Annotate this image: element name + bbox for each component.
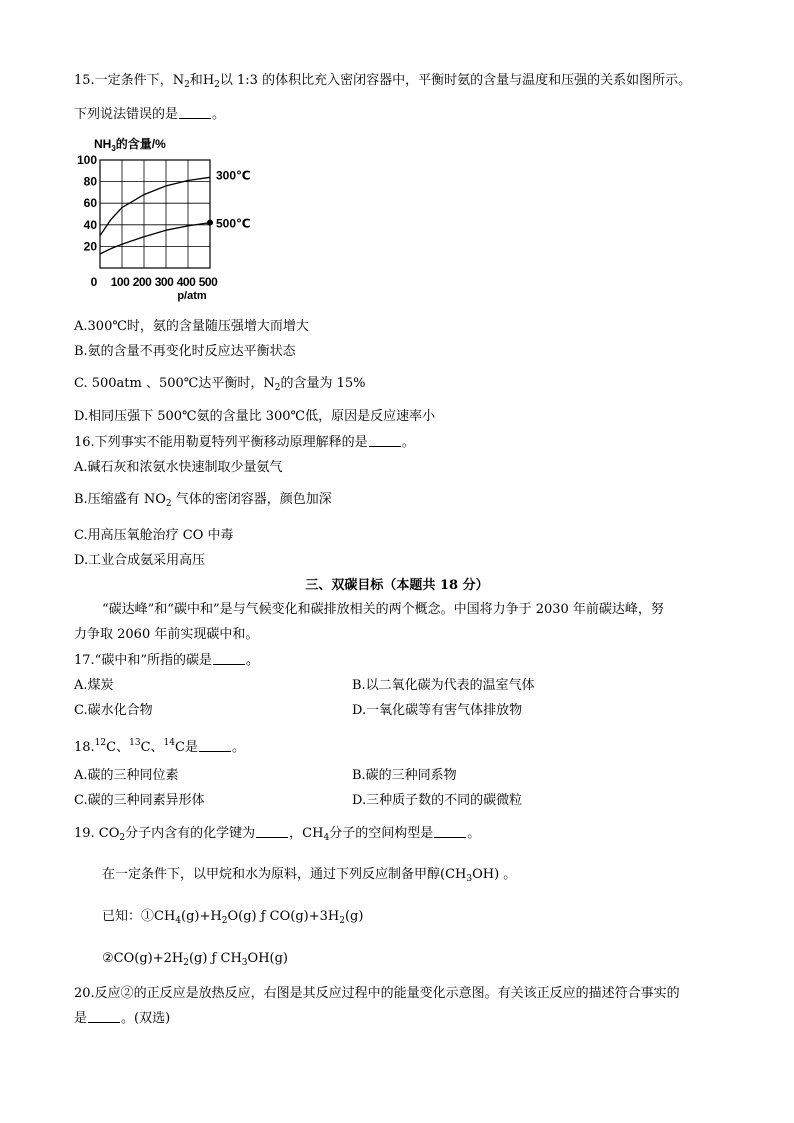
q16-option-a: A.碱石灰和浓氨水快速制取少量氨气 — [74, 460, 283, 475]
y-tick-label: 60 — [83, 196, 97, 211]
q15-option-b: B.氨的含量不再变化时反应达平衡状态 — [74, 344, 296, 359]
q17-option-c: C.碳水化合物 — [74, 703, 153, 718]
y-tick-label: 100 — [76, 153, 97, 167]
section-intro-line2: 力争取 2060 年前实现碳中和。 — [74, 627, 259, 642]
q17-stem: 17.“碳中和”所指的碳是 。 — [74, 653, 259, 668]
y-tick-label: 20 — [83, 239, 97, 254]
q18-stem: 18.12C、$^{13}$C、$^{14}$C是 。 — [74, 738, 245, 755]
answer-blank — [369, 434, 401, 447]
q16-option-c: C.用高压氧舱治疗 CO 中毒 — [74, 528, 234, 543]
x-tick-label: 500 — [198, 275, 218, 289]
y-tick-label: 40 — [83, 217, 97, 232]
section-title: 三、双碳目标（本题共 18 分） — [305, 578, 489, 593]
q18-option-b: B.碳的三种同系物 — [352, 768, 457, 783]
series-line-1 — [100, 223, 210, 254]
x-tick-label: 100 — [110, 275, 130, 289]
q16-option-b: B.压缩盛有 $NO_2$ 气体的密闭容器，颜色加深 — [74, 492, 332, 509]
q17-option-a: A.煤炭 — [74, 678, 114, 693]
y-axis-label: $NH_3$的含量/% — [94, 137, 166, 153]
q17-option-b: B.以二氧化碳为代表的温室气体 — [352, 678, 535, 693]
q16-stem: 16.下列事实不能用勒夏特列平衡移动原理解释的是 。 — [74, 435, 415, 450]
answer-blank — [256, 825, 288, 838]
q15-option-d: D.相同压强下 500℃氨的含量比 300℃低，原因是反应速率小 — [74, 409, 436, 424]
answer-blank — [179, 106, 211, 119]
reaction-2: $②CO(g)+2H_2(g)$ ƒ $CH_3OH(g)$ — [102, 951, 288, 968]
answer-blank — [434, 825, 466, 838]
answer-blank — [213, 652, 245, 665]
nh3-content-chart — [70, 134, 270, 304]
q17-option-d: D.一氧化碳等有害气体排放物 — [352, 703, 523, 718]
x-origin-label: 0 — [90, 275, 98, 289]
q15-option-c: C. 500atm 、500℃达平衡时，$N_2$的含量为 15% — [74, 376, 366, 393]
q15-stem-line1: 15.一定条件下，$N_2$和$H_2$以 1:3 的体积比充入密闭容器中，平衡时氨的含量与温度和压强的关系如图所示。 — [74, 73, 692, 90]
x-axis-label: p/atm — [177, 290, 207, 302]
q18-option-a: A.碳的三种同位素 — [74, 768, 179, 783]
series-line-0 — [100, 177, 210, 235]
q20-stem-line1: 20.反应②的正反应是放热反应，右图是其反应过程中的能量变化示意图。有关该正反应的描述符合事实的 — [74, 986, 680, 1001]
q16-option-d: D.工业合成氨采用高压 — [74, 553, 206, 568]
reaction-1: 已知：$①CH_4(g)+H_2O(g)$ ƒ $CO(g)+3H_2(g)$ — [102, 909, 364, 926]
series-label: 500℃ — [216, 216, 251, 231]
section-intro-line1: “碳达峰”和“碳中和”是与气候变化和碳排放相关的两个概念。中国将力争于 2030 年前碳达峰，努 — [102, 602, 664, 617]
series-end-point — [207, 220, 213, 226]
methanol-intro: 在一定条件下，以甲烷和水为原料，通过下列反应制备甲醇$(CH_3OH)$ 。 — [102, 867, 517, 884]
x-tick-label: 300 — [154, 275, 174, 289]
q18-option-c: C.碳的三种同素异形体 — [74, 793, 205, 808]
q18-option-d: D.三种质子数的不同的碳微粒 — [352, 793, 523, 808]
q20-stem-line2: 是 。(双选) — [74, 1011, 171, 1026]
answer-blank — [199, 739, 231, 752]
chart-series — [100, 177, 213, 254]
q19-stem: 19. $CO_2$分子内含有的化学键为 ，$CH_4$分子的空间构型是 。 — [74, 826, 481, 843]
x-tick-label: 400 — [176, 275, 196, 289]
answer-blank — [88, 1010, 120, 1023]
y-tick-label: 80 — [83, 174, 97, 189]
x-tick-label: 200 — [132, 275, 152, 289]
q15-stem-line2: 下列说法错误的是 。 — [74, 107, 226, 122]
chart-labels — [77, 136, 251, 302]
series-label: 300℃ — [216, 168, 251, 183]
q15-option-a: A.300℃时，氨的含量随压强增大而增大 — [74, 319, 309, 334]
